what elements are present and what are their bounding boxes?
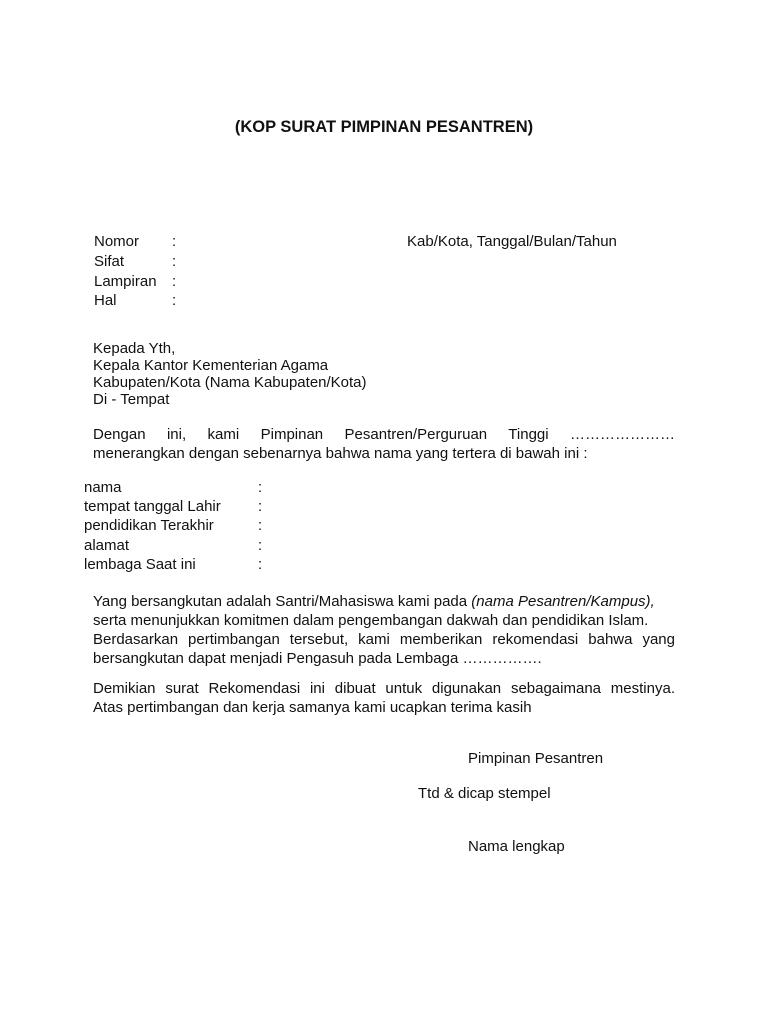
bio-label: pendidikan Terakhir: [84, 517, 214, 534]
closing-paragraph: [93, 679, 675, 717]
place-date: Kab/Kota, Tanggal/Bulan/Tahun: [407, 233, 617, 250]
opening-line: menerangkan dengan sebenarnya bahwa nama yang tertera di bawah ini :: [93, 445, 588, 462]
body-line: Berdasarkan pertimbangan tersebut, kami memberikan rekomendasi bahwa yang: [93, 631, 675, 648]
body-paragraph: [93, 592, 675, 668]
recipient-line: Di - Tempat: [93, 391, 170, 408]
meta-colon: :: [172, 253, 177, 270]
meta-label: Nomor: [94, 233, 140, 250]
bio-label: lembaga Saat ini: [84, 556, 196, 573]
body-line: serta menunjukkan komitmen dalam pengembangan dakwah dan pendidikan Islam.: [93, 612, 649, 629]
meta-label: Hal: [94, 292, 117, 309]
opening-line: Dengan ini, kami Pimpinan Pesantren/Perguruan Tinggi …………………: [93, 426, 675, 443]
bio-colon: :: [258, 517, 263, 534]
bio-label: tempat tanggal Lahir: [84, 498, 221, 515]
recipient-line: Kepada Yth,: [93, 340, 176, 357]
bio-colon: :: [258, 537, 263, 554]
meta-colon: :: [172, 273, 177, 290]
letterhead-title: (KOP SURAT PIMPINAN PESANTREN): [234, 118, 534, 136]
body-text: Yang bersangkutan adalah Santri/Mahasiswa kami pada: [93, 593, 472, 610]
signature-stamp-note: Ttd & dicap stempel: [418, 785, 551, 802]
bio-colon: :: [258, 479, 263, 496]
bio-label: nama: [84, 479, 122, 496]
recipient-line: Kabupaten/Kota (Nama Kabupaten/Kota): [93, 374, 367, 391]
closing-line: Atas pertimbangan dan kerja samanya kami ucapkan terima kasih: [93, 699, 532, 716]
meta-colon: :: [172, 233, 177, 250]
meta-label: Lampiran: [94, 273, 157, 290]
bio-label: alamat: [84, 537, 130, 554]
body-italic-placeholder: (nama Pesantren/Kampus),: [471, 593, 655, 610]
bio-colon: :: [258, 556, 263, 573]
signature-title: Pimpinan Pesantren: [468, 750, 604, 767]
recipient-line: Kepala Kantor Kementerian Agama: [93, 357, 329, 374]
body-line: [93, 592, 675, 611]
meta-colon: :: [172, 292, 177, 309]
bio-colon: :: [258, 498, 263, 515]
body-line: bersangkutan dapat menjadi Pengasuh pada Lembaga …………….: [93, 650, 542, 667]
meta-label: Sifat: [94, 253, 125, 270]
opening-paragraph: [93, 425, 675, 463]
signature-name: Nama lengkap: [468, 838, 565, 855]
closing-line: Demikian surat Rekomendasi ini dibuat untuk digunakan sebagaimana mestinya.: [93, 680, 675, 697]
